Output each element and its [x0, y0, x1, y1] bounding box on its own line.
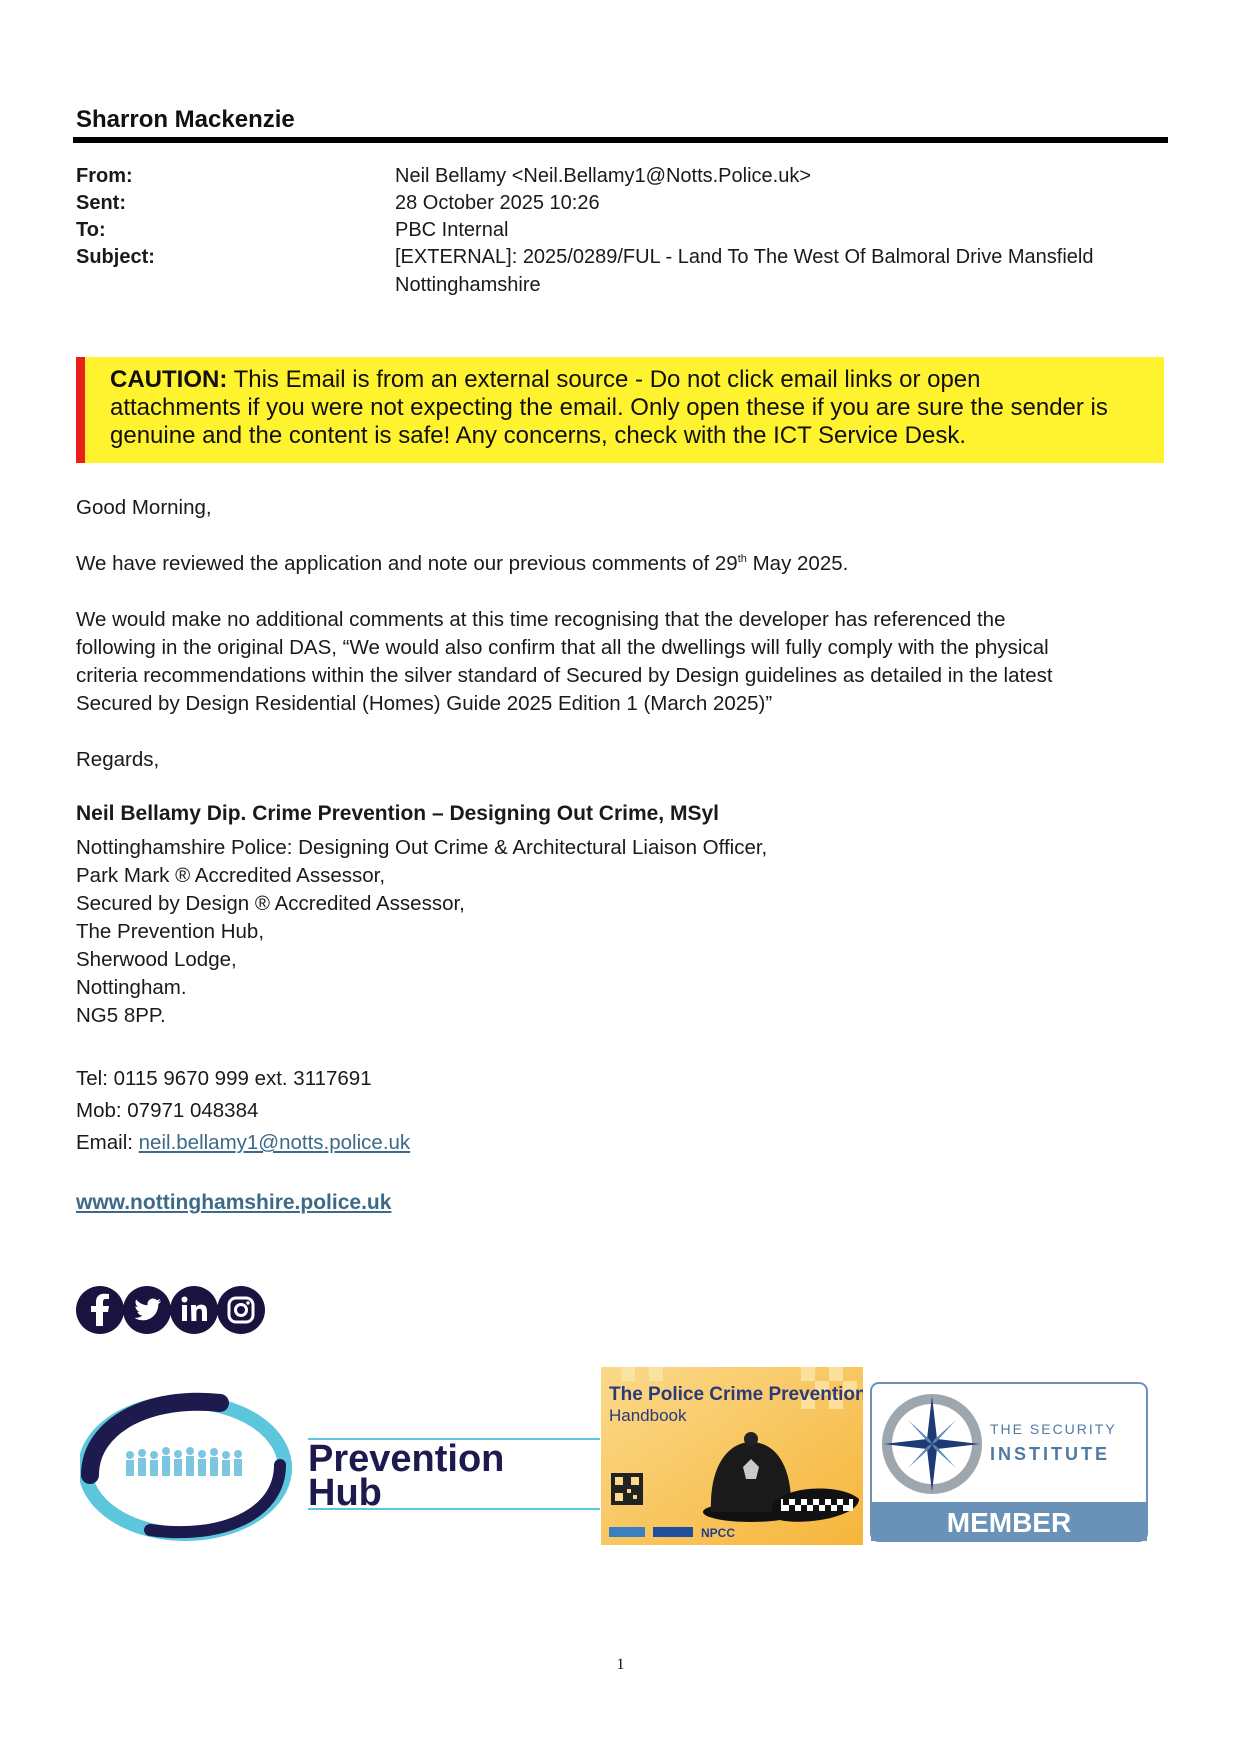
from-label: From:: [76, 165, 133, 187]
caution-accent-bar: [76, 357, 85, 463]
page-number: 1: [616, 1656, 625, 1673]
security-institute-badge: [870, 1382, 1148, 1542]
paragraph-2-line-1: We would make no additional comments at this time recognising that the developer has referenced the: [76, 608, 1006, 631]
security-institute-member-logo: [870, 1382, 1148, 1542]
prevention-hub-text-2: Hub: [308, 1472, 382, 1514]
to-value: PBC Internal: [395, 219, 509, 241]
subject-label: Subject:: [76, 246, 155, 268]
paragraph-2: [76, 606, 1166, 718]
signature-line: The Prevention Hub,: [76, 920, 265, 943]
prevention-hub-text-1: Prevention: [308, 1438, 505, 1480]
caution-line-3: genuine and the content is safe! Any concerns, check with the ICT Service Desk.: [110, 422, 967, 449]
npcc-logo-text: NPCC: [701, 1526, 736, 1540]
paragraph-2-line-3: criteria recommendations within the silver standard of Secured by Design guidelines as detailed in the latest: [76, 664, 1053, 687]
mailbox-owner-name: Sharron Mackenzie: [76, 106, 295, 133]
security-institute-line-2: INSTITUTE: [990, 1444, 1110, 1464]
email-label: Email:: [76, 1131, 139, 1154]
header-divider: [73, 137, 1168, 143]
handbook-cover: [601, 1367, 863, 1545]
website-link[interactable]: www.nottinghamshire.police.uk: [76, 1191, 392, 1214]
ordinal-suffix: th: [737, 553, 747, 566]
caution-text: [110, 366, 1155, 450]
signature-line: NG5 8PP.: [76, 1004, 166, 1027]
security-institute-line-1: THE SECURITY: [990, 1421, 1117, 1437]
signature-line: Sherwood Lodge,: [76, 948, 237, 971]
paragraph-1-text: We have reviewed the application and note our previous comments of 29: [76, 552, 738, 575]
email-link[interactable]: neil.bellamy1@notts.police.uk: [138, 1131, 411, 1154]
paragraph-2-line-4: Secured by Design Residential (Homes) Guide 2025 Edition 1 (March 2025)”: [76, 692, 773, 715]
linkedin-icon[interactable]: [170, 1286, 218, 1334]
paragraph-2-line-2: following in the original DAS, “We would also confirm that all the dwellings will fully comply with the physical: [76, 636, 1049, 659]
crime-prevention-handbook-logo: [601, 1367, 863, 1545]
prevention-hub-emblem: [80, 1385, 600, 1545]
closing: Regards,: [76, 748, 160, 771]
signature-name: Neil Bellamy Dip. Crime Prevention – Designing Out Crime, MSyl: [76, 802, 719, 825]
member-label: MEMBER: [946, 1507, 1072, 1538]
signature-line: Nottinghamshire Police: Designing Out Crime & Architectural Liaison Officer,: [76, 836, 768, 859]
to-label: To:: [76, 219, 106, 241]
from-value: Neil Bellamy <Neil.Bellamy1@Notts.Police.uk>: [395, 165, 812, 187]
prevention-hub-logo: [80, 1385, 600, 1545]
mobile: Mob: 07971 048384: [76, 1099, 259, 1122]
handbook-subtitle: Handbook: [609, 1406, 687, 1425]
twitter-icon[interactable]: [123, 1286, 171, 1334]
paragraph-1: [76, 550, 1166, 578]
email-row: [76, 1129, 410, 1157]
sent-value: 28 October 2025 10:26: [395, 192, 600, 214]
signature-line: Park Mark ® Accredited Assessor,: [76, 864, 386, 887]
paragraph-1-end: May 2025.: [746, 552, 849, 575]
subject-line-2: Nottinghamshire: [395, 274, 541, 296]
instagram-icon[interactable]: [217, 1286, 265, 1334]
handbook-title: The Police Crime Prevention: [609, 1384, 863, 1405]
caution-label: CAUTION:: [110, 366, 228, 393]
signature-line: Secured by Design ® Accredited Assessor,: [76, 892, 465, 915]
external-caution-banner: [76, 357, 1164, 463]
sent-label: Sent:: [76, 192, 126, 214]
greeting: Good Morning,: [76, 496, 212, 519]
caution-line-2: attachments if you were not expecting the email. Only open these if you are sure the sender is: [110, 394, 1108, 421]
qr-code-icon: [611, 1473, 643, 1505]
caution-line-1: This Email is from an external source - Do not click email links or open: [233, 366, 981, 393]
subject-line-1: [EXTERNAL]: 2025/0289/FUL - Land To The West Of Balmoral Drive Mansfield: [395, 246, 1094, 268]
telephone: Tel: 0115 9670 999 ext. 3117691: [76, 1067, 372, 1090]
signature-line: Nottingham.: [76, 976, 187, 999]
facebook-icon[interactable]: [76, 1286, 124, 1334]
